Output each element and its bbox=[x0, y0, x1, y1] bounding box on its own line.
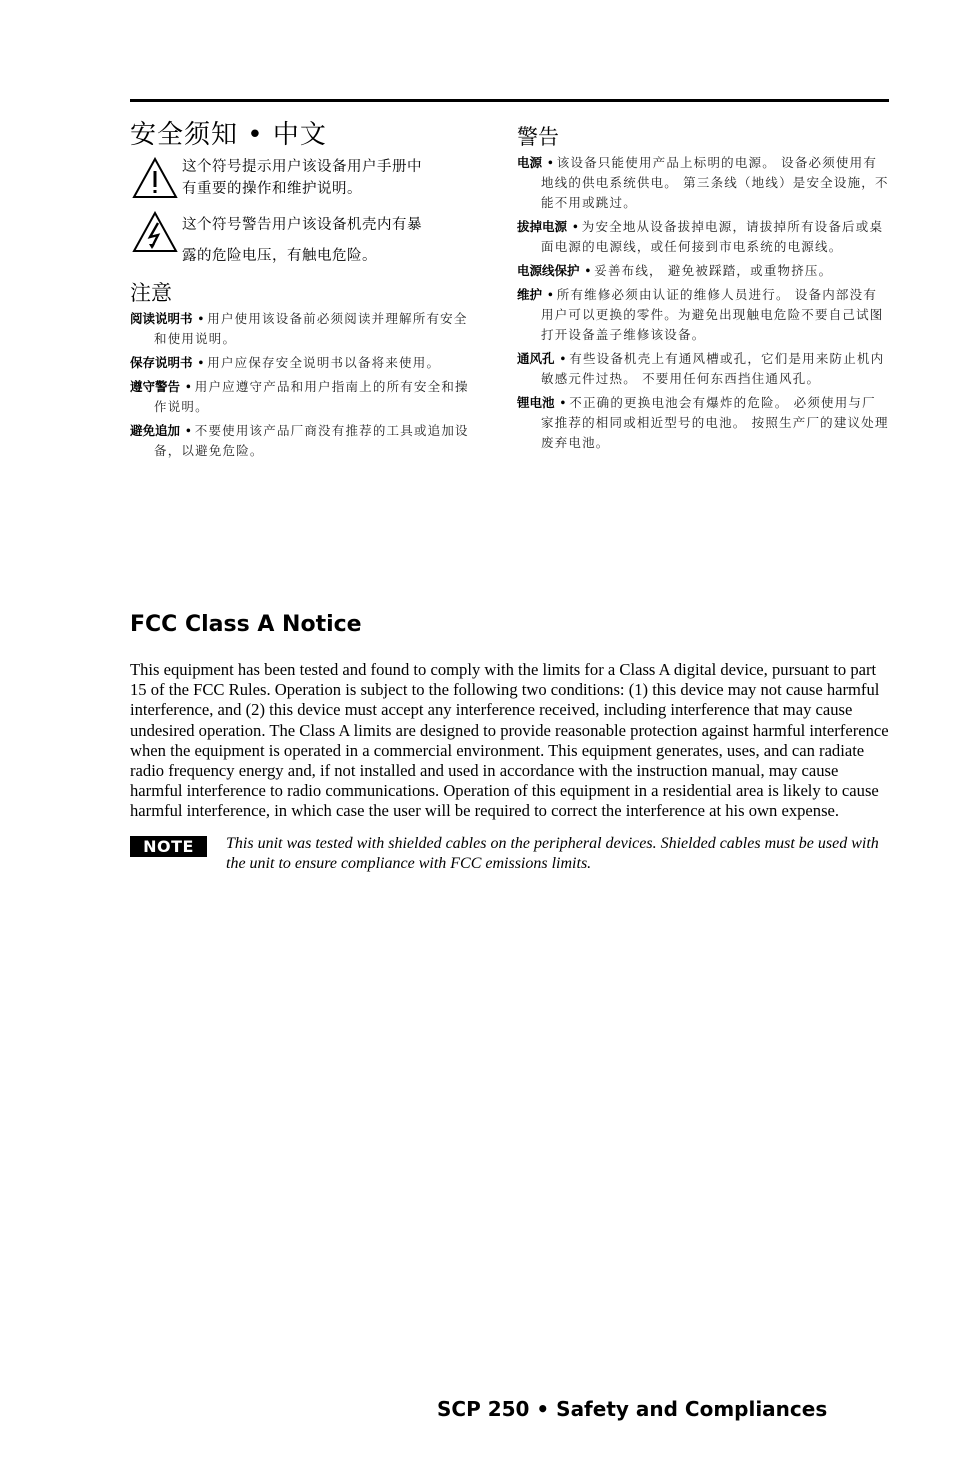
warning-term: 通风孔 bbox=[517, 351, 555, 366]
note-desc: 用户应保存安全说明书以备将来使用。 bbox=[207, 355, 441, 370]
note-term: 遵守警告 bbox=[130, 379, 181, 394]
symbol1-line1: 这个符号提示用户该设备用户手册中 bbox=[182, 159, 422, 175]
symbol-lightning-row bbox=[130, 210, 470, 272]
warning-item: 电源 • 该设备只能使用产品上标明的电源。 设备必须使用有地线的供电系统供电。 第三条线（地线）是安全设施，不能不用或跳过。 bbox=[517, 155, 889, 210]
warning-item: 拔掉电源 • 为安全地从设备拔掉电源，请拔掉所有设备后或桌面电源的电源线，或任何接到市电系统的电源线。 bbox=[517, 219, 884, 254]
fcc-section bbox=[130, 610, 890, 874]
note-desc: 用户应遵守产品和用户指南上的所有安全和操作说明。 bbox=[154, 379, 469, 414]
safety-title: 安全须知 • 中文 bbox=[130, 120, 327, 150]
page-footer: SCP 250 • Safety and Compliances bbox=[437, 1397, 828, 1421]
symbol-exclamation-row bbox=[130, 156, 470, 200]
lightning-triangle-icon bbox=[132, 211, 178, 253]
safety-right-column bbox=[517, 118, 889, 457]
note-text: This unit was tested with shielded cables on the peripheral devices. Shielded cables must be used with the unit to ensure compliance with FCC emissions limits. bbox=[226, 834, 879, 872]
note-term: 保存说明书 bbox=[130, 355, 193, 370]
notes-heading: 注意 bbox=[130, 281, 172, 305]
note-term: 避免追加 bbox=[130, 423, 181, 438]
warning-desc: 妥善布线， 避免被踩踏，或重物挤压。 bbox=[594, 263, 833, 278]
warning-desc: 该设备只能使用产品上标明的电源。 设备必须使用有地线的供电系统供电。 第三条线（地线）是安全设施，不能不用或跳过。 bbox=[541, 155, 889, 210]
note-badge: NOTE bbox=[130, 836, 207, 857]
safety-left-column bbox=[130, 118, 470, 465]
warnings-heading: 警告 bbox=[517, 125, 559, 149]
note-item: 保存说明书 • 用户应保存安全说明书以备将来使用。 bbox=[130, 355, 441, 370]
fcc-note bbox=[130, 834, 890, 874]
warning-item: 通风孔 • 有些设备机壳上有通风槽或孔，它们是用来防止机内敏感元件过热。 不要用任何东西挡住通风孔。 bbox=[517, 351, 885, 386]
warning-term: 维护 bbox=[517, 287, 543, 302]
note-item: 阅读说明书 • 用户使用该设备前必须阅读并理解所有安全和使用说明。 bbox=[130, 311, 468, 346]
warning-term: 电源 bbox=[517, 155, 543, 170]
warning-term: 锂电池 bbox=[517, 395, 555, 410]
fcc-body: This equipment has been tested and found to comply with the limits for a Class A digital device, pursuant to part 15 of the FCC Rules. Operation is subject to the following two conditions: (1) this device may not cause harmful interference, and (2) this device must accept any interference received, including interference that may cause undesired operation. The Class A limits are designed to provide reasonable protection against harmful interference when the equipment is operated in a commercial environment. This equipment generates, uses, and can radiate radio frequency energy and, if not installed and used in accordance with the instruction manual, may cause harmful interference to radio communications. Operation of this equipment in a residential area is likely to cause harmful interference, in which case the user will be required to correct the interference at his own expense. bbox=[130, 660, 889, 821]
symbol2-line1: 这个符号警告用户该设备机壳内有暴 bbox=[182, 217, 422, 233]
warning-item: 电源线保护 • 妥善布线， 避免被踩踏，或重物挤压。 bbox=[517, 263, 833, 278]
warning-term: 拔掉电源 bbox=[517, 219, 568, 234]
note-item: 避免追加 • 不要使用该产品厂商没有推荐的工具或追加设备，以避免危险。 bbox=[130, 423, 469, 458]
note-term: 阅读说明书 bbox=[130, 311, 193, 326]
warning-term: 电源线保护 bbox=[517, 263, 580, 278]
symbol2-line2: 露的危险电压，有触电危险。 bbox=[182, 248, 377, 264]
warning-desc: 有些设备机壳上有通风槽或孔，它们是用来防止机内敏感元件过热。 不要用任何东西挡住通风孔。 bbox=[541, 351, 885, 386]
warning-desc: 不正确的更换电池会有爆炸的危险。 必须使用与厂家推荐的相同或相近型号的电池。 按照生产厂的建议处理废弃电池。 bbox=[541, 395, 889, 450]
top-rule bbox=[130, 99, 889, 102]
note-desc: 不要使用该产品厂商没有推荐的工具或追加设备，以避免危险。 bbox=[154, 423, 469, 458]
warning-desc: 所有维修必须由认证的维修人员进行。 设备内部没有用户可以更换的零件。为避免出现触电危险不要自己试图打开设备盖子维修该设备。 bbox=[541, 287, 884, 342]
warning-item: 维护 • 所有维修必须由认证的维修人员进行。 设备内部没有用户可以更换的零件。为避免出现触电危险不要自己试图打开设备盖子维修该设备。 bbox=[517, 287, 884, 342]
note-desc: 用户使用该设备前必须阅读并理解所有安全和使用说明。 bbox=[154, 311, 468, 346]
fcc-title: FCC Class A Notice bbox=[130, 612, 362, 637]
warning-desc: 为安全地从设备拔掉电源，请拔掉所有设备后或桌面电源的电源线，或任何接到市电系统的电源线。 bbox=[541, 219, 884, 254]
warning-item: 锂电池 • 不正确的更换电池会有爆炸的危险。 必须使用与厂家推荐的相同或相近型号的电池。 按照生产厂的建议处理废弃电池。 bbox=[517, 395, 889, 450]
exclamation-triangle-icon bbox=[132, 157, 178, 199]
note-item: 遵守警告 • 用户应遵守产品和用户指南上的所有安全和操作说明。 bbox=[130, 379, 469, 414]
symbol1-line2: 有重要的操作和维护说明。 bbox=[182, 181, 362, 197]
